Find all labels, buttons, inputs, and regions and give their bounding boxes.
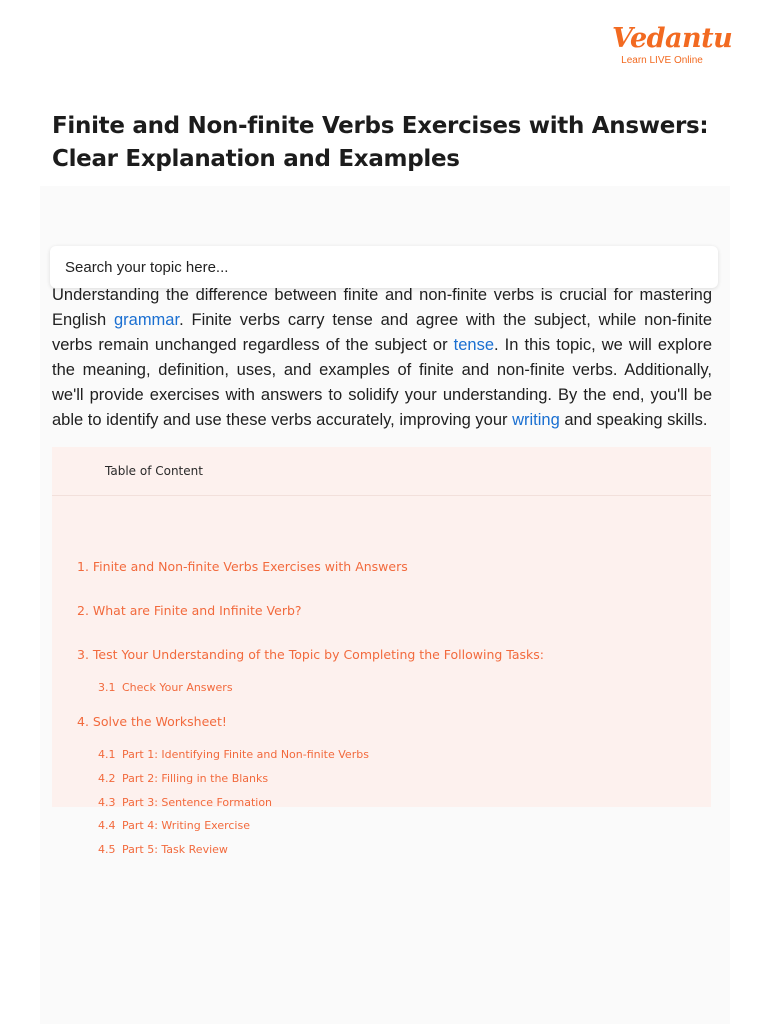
toc-subitem[interactable] (98, 819, 250, 832)
toc-subitem-label: Part 1: Identifying Finite and Non-finite Verbs (122, 748, 369, 761)
search-input[interactable] (65, 246, 703, 288)
toc-subitem[interactable] (98, 796, 272, 809)
logo-wordmark: Vedantu (612, 23, 733, 54)
tense-link[interactable]: tense (453, 336, 495, 354)
toc-item[interactable]: 1. Finite and Non-finite Verbs Exercises with Answers (77, 559, 408, 574)
toc-item[interactable]: 4. Solve the Worksheet! (77, 714, 227, 729)
toc-subitem[interactable] (98, 681, 233, 694)
toc-subitem-number: 4.3 (98, 796, 116, 809)
toc-heading: Table of Content (52, 447, 711, 496)
table-of-content (52, 447, 711, 856)
toc-subitem-number: 3.1 (98, 681, 116, 694)
intro-text: and speaking skills. (559, 411, 708, 429)
toc-subitem-label: Part 2: Filling in the Blanks (122, 772, 269, 785)
toc-subitem-label: Part 3: Sentence Formation (122, 796, 273, 809)
toc-subitem[interactable] (98, 843, 228, 856)
intro-text: Understanding the difference between finite and non-finite verbs is crucial for mastering English (52, 286, 712, 329)
toc-subitem-number: 4.1 (98, 748, 116, 761)
intro-paragraph (52, 283, 712, 433)
toc-subitem-label: Part 5: Task Review (122, 843, 228, 856)
toc-item[interactable]: 2. What are Finite and Infinite Verb? (77, 603, 302, 618)
grammar-link[interactable]: grammar (113, 311, 180, 329)
toc-subitem[interactable] (98, 748, 369, 761)
toc-subitem-label: Part 4: Writing Exercise (122, 819, 250, 832)
page-title: Finite and Non-finite Verbs Exercises with Answers: Clear Explanation and Examples (52, 113, 709, 172)
logo-tagline: Learn LIVE Online (621, 55, 703, 66)
toc-subitem-label: Check Your Answers (122, 681, 233, 694)
intro-text: . Finite verbs carry tense and agree with the subject, while non-finite verbs remain unchanged regardless of the subject or (52, 311, 713, 354)
vedantu-logo[interactable] (612, 22, 733, 67)
toc-item[interactable]: 3. Test Your Understanding of the Topic by Completing the Following Tasks: (77, 647, 544, 662)
toc-subitem-number: 4.2 (98, 772, 116, 785)
intro-text: . In this topic, we will explore the meaning, definition, uses, and examples of finite and non-finite verbs. Additionally, we'll provide exercises with answers to solidify your understanding. By the end, you'll be able to identify and use these verbs accurately, improving your (52, 336, 712, 429)
writing-link[interactable]: writing (512, 411, 560, 429)
toc-subitem-number: 4.5 (98, 843, 116, 856)
toc-subitem[interactable] (98, 772, 268, 785)
search-box[interactable] (50, 246, 718, 288)
toc-subitem-number: 4.4 (98, 819, 116, 832)
